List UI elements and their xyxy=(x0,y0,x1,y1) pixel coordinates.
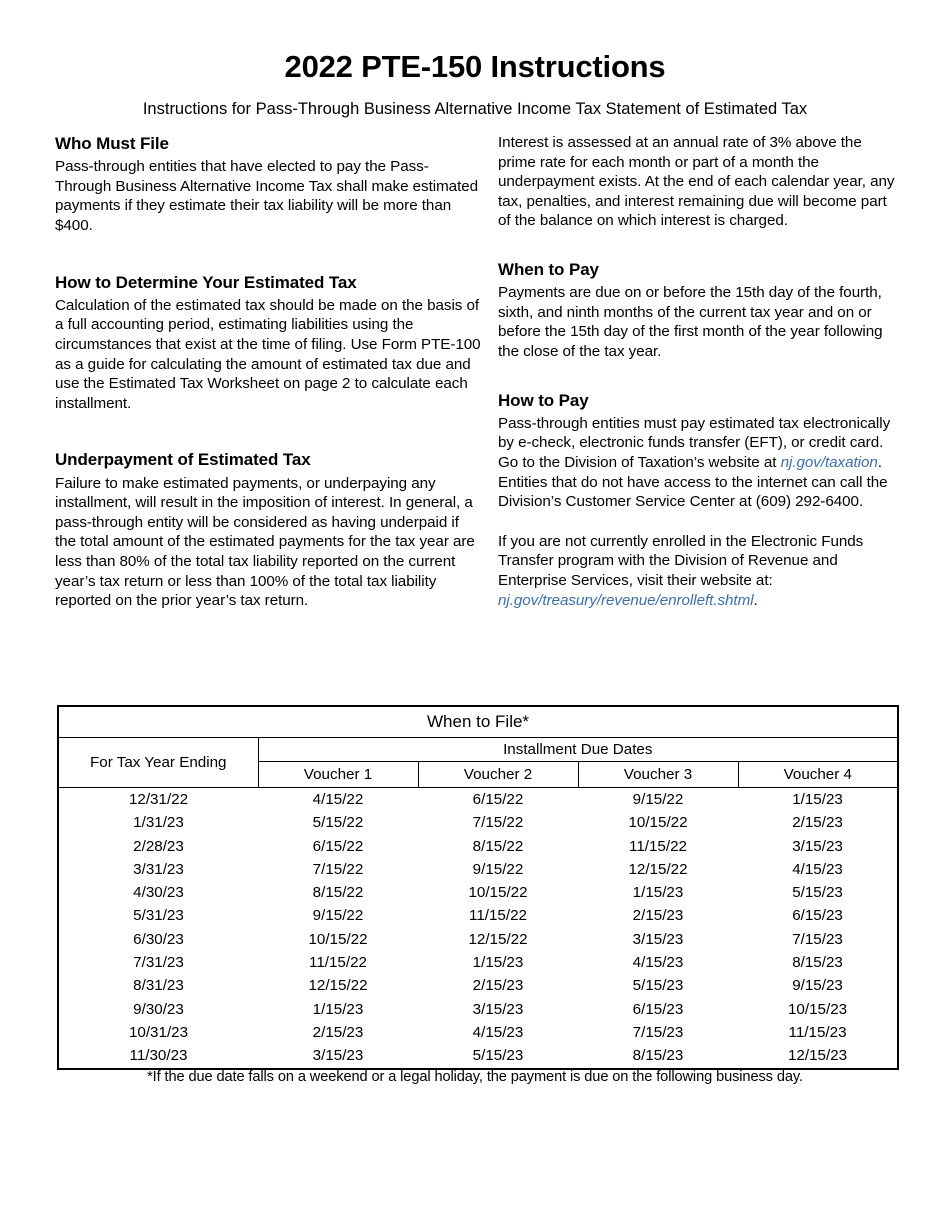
table-row xyxy=(58,835,898,858)
column-header-voucher-4: Voucher 4 xyxy=(738,762,898,788)
cell-tax-year-ending: 11/30/23 xyxy=(129,1047,188,1065)
table-row xyxy=(58,951,898,974)
section-when-to-pay xyxy=(498,259,900,362)
table-row xyxy=(58,904,898,927)
column-group-installment-due-dates: Installment Due Dates xyxy=(258,738,898,762)
heading-how-to-determine: How to Determine Your Estimated Tax xyxy=(55,272,357,292)
cell-voucher-2: 1/15/23 xyxy=(472,954,524,972)
spacer xyxy=(498,362,900,390)
cell-voucher-4: 1/15/23 xyxy=(792,791,843,808)
text-eft-enrollment xyxy=(498,532,900,610)
spacer xyxy=(55,236,484,272)
column-header-voucher-1: Voucher 1 xyxy=(258,762,418,788)
column-header-tax-year-ending: For Tax Year Ending xyxy=(58,738,258,788)
link-nj-gov-enrolleft[interactable]: nj.gov/treasury/revenue/enrolleft.shtml xyxy=(498,591,754,609)
cell-voucher-4: 7/15/23 xyxy=(792,930,843,948)
two-column-body xyxy=(0,133,950,611)
table-row xyxy=(58,788,898,812)
eft-text-part: If you are not currently enrolled in the Electronic Funds Transfer program with the Division of Revenue and Enterprise Services, visit their website at: xyxy=(498,532,864,589)
cell-voucher-3: 9/15/22 xyxy=(632,791,684,808)
table-row xyxy=(58,1021,898,1044)
text-when-to-pay: Payments are due on or before the 15th day of the fourth, sixth, and ninth months of the current tax year and on or before the 15th day of the first month of the year following the close of the tax year. xyxy=(498,284,883,360)
cell-voucher-3: 8/15/23 xyxy=(632,1047,684,1065)
cell-voucher-1: 7/15/22 xyxy=(312,860,364,878)
cell-tax-year-ending: 7/31/23 xyxy=(133,954,184,972)
cell-voucher-3: 4/15/23 xyxy=(632,954,684,972)
cell-tax-year-ending: 1/31/23 xyxy=(133,814,184,832)
heading-when-to-pay: When to Pay xyxy=(498,259,599,279)
cell-tax-year-ending: 12/31/22 xyxy=(128,791,189,808)
link-nj-gov-taxation[interactable]: nj.gov/taxation xyxy=(780,454,878,472)
cell-voucher-2: 3/15/23 xyxy=(472,1000,524,1018)
cell-voucher-2: 4/15/23 xyxy=(472,1023,524,1041)
right-column xyxy=(498,133,950,611)
cell-voucher-4: 12/15/23 xyxy=(787,1047,848,1065)
section-underpayment xyxy=(55,449,484,610)
cell-voucher-2: 10/15/22 xyxy=(468,884,528,902)
text-how-to-pay xyxy=(498,414,900,512)
cell-voucher-4: 5/15/23 xyxy=(792,884,843,902)
table-row xyxy=(58,974,898,997)
table-group-header-row xyxy=(58,738,898,762)
cell-tax-year-ending: 5/31/23 xyxy=(133,907,184,925)
cell-voucher-4: 9/15/23 xyxy=(792,977,843,995)
table-row xyxy=(58,928,898,951)
cell-voucher-2: 8/15/22 xyxy=(472,837,524,855)
table-row xyxy=(58,881,898,904)
cell-tax-year-ending: 2/28/23 xyxy=(133,837,184,855)
cell-voucher-2: 9/15/22 xyxy=(472,860,524,878)
cell-voucher-4: 11/15/23 xyxy=(788,1023,847,1041)
cell-voucher-1: 10/15/22 xyxy=(308,930,368,948)
page-title: 2022 PTE-150 Instructions xyxy=(284,49,666,84)
cell-voucher-1: 6/15/22 xyxy=(312,837,364,855)
cell-voucher-2: 5/15/23 xyxy=(472,1047,524,1065)
section-who-must-file xyxy=(55,133,484,236)
cell-voucher-4: 6/15/23 xyxy=(792,907,843,925)
cell-voucher-3: 7/15/23 xyxy=(632,1023,684,1041)
cell-voucher-4: 4/15/23 xyxy=(792,860,843,878)
section-how-to-pay xyxy=(498,390,900,611)
cell-voucher-3: 2/15/23 xyxy=(632,907,684,925)
heading-underpayment: Underpayment of Estimated Tax xyxy=(55,450,311,470)
left-column xyxy=(0,133,498,611)
cell-voucher-2: 11/15/22 xyxy=(469,907,527,925)
how-to-pay-text-part2: . Entities that do not have access to the internet can call the Division’s Customer Service Center at (609) 292-6400. xyxy=(498,454,888,511)
cell-voucher-3: 11/15/22 xyxy=(629,837,687,855)
cell-voucher-1: 5/15/22 xyxy=(312,814,364,832)
section-how-to-determine xyxy=(55,272,484,414)
text-how-to-determine: Calculation of the estimated tax should be made on the basis of a full accounting period, estimating liabilities using the circumstances that exist at the time of filing. Use Form PTE-100 as a guide for calculating the amount of estimated tax due and use the Estimated Tax Worksheet on page 2 to calculate each installment. xyxy=(55,296,481,412)
cell-tax-year-ending: 3/31/23 xyxy=(133,860,184,878)
cell-voucher-3: 5/15/23 xyxy=(632,977,684,995)
when-to-file-table xyxy=(57,705,899,1070)
cell-voucher-4: 3/15/23 xyxy=(792,837,843,855)
table-title: When to File* xyxy=(58,706,898,738)
column-header-voucher-3: Voucher 3 xyxy=(578,762,738,788)
text-who-must-file: Pass-through entities that have elected to pay the Pass-Through Business Alternative Income Tax shall make estimated payments if they estimate their tax liability will be more than $400. xyxy=(55,158,479,235)
cell-voucher-3: 6/15/23 xyxy=(632,1000,684,1018)
cell-tax-year-ending: 9/30/23 xyxy=(133,1000,184,1018)
cell-voucher-1: 2/15/23 xyxy=(312,1023,364,1041)
table-header xyxy=(58,706,898,788)
cell-tax-year-ending: 6/30/23 xyxy=(133,930,184,948)
when-to-file-table-wrapper xyxy=(57,705,897,1070)
table-body xyxy=(58,788,898,1069)
cell-tax-year-ending: 8/31/23 xyxy=(133,977,184,995)
heading-how-to-pay: How to Pay xyxy=(498,390,589,410)
heading-who-must-file: Who Must File xyxy=(55,134,169,153)
spacer xyxy=(498,231,900,259)
table-row xyxy=(58,858,898,881)
text-interest-assessment: Interest is assessed at an annual rate of 3% above the prime rate for each month or part of a month the underpayment exists. At the end of each calendar year, any tax, penalties, and interest remaining due will become part of the balance on which interest is charged. xyxy=(498,134,895,230)
spacer xyxy=(498,512,900,532)
cell-voucher-1: 9/15/22 xyxy=(312,907,364,925)
cell-voucher-2: 7/15/22 xyxy=(472,814,524,832)
page-subtitle: Instructions for Pass-Through Business Alternative Income Tax Statement of Estimated Tax xyxy=(142,100,808,119)
cell-voucher-1: 11/15/22 xyxy=(309,954,367,972)
cell-voucher-4: 8/15/23 xyxy=(792,954,843,972)
table-row xyxy=(58,811,898,834)
cell-voucher-1: 12/15/22 xyxy=(308,977,368,995)
cell-voucher-4: 2/15/23 xyxy=(792,814,843,832)
spacer xyxy=(55,413,484,449)
cell-voucher-3: 12/15/22 xyxy=(628,860,688,878)
cell-voucher-1: 4/15/22 xyxy=(312,791,364,808)
cell-voucher-3: 10/15/22 xyxy=(628,814,688,832)
cell-voucher-1: 8/15/22 xyxy=(312,884,364,902)
cell-voucher-2: 12/15/22 xyxy=(468,930,528,948)
cell-voucher-2: 6/15/22 xyxy=(472,791,524,808)
cell-voucher-4: 10/15/23 xyxy=(787,1000,848,1018)
table-footnote: *If the due date falls on a weekend or a legal holiday, the payment is due on the following business day. xyxy=(147,1069,803,1085)
cell-voucher-3: 3/15/23 xyxy=(632,930,684,948)
cell-voucher-3: 1/15/23 xyxy=(632,884,684,902)
table-row xyxy=(58,998,898,1021)
cell-voucher-2: 2/15/23 xyxy=(472,977,524,995)
cell-voucher-1: 1/15/23 xyxy=(312,1000,364,1018)
table-row xyxy=(58,1044,898,1068)
column-header-voucher-2: Voucher 2 xyxy=(418,762,578,788)
table-title-row xyxy=(58,706,898,738)
cell-tax-year-ending: 4/30/23 xyxy=(133,884,184,902)
cell-voucher-1: 3/15/23 xyxy=(312,1047,364,1065)
text-underpayment: Failure to make estimated payments, or underpaying any installment, will result in the imposition of interest. In general, a pass-through entity will be considered as having underpaid if the total amount of the estimated payments for the tax year are less than 80% of the total tax liability reported on the current year’s tax return or less than 100% of the total tax liability reported on the prior year’s tax return. xyxy=(55,474,475,610)
cell-tax-year-ending: 10/31/23 xyxy=(128,1023,189,1041)
eft-text-period: . xyxy=(753,591,758,609)
how-to-pay-text-part1: Pass-through entities must pay estimated tax electronically by e-check, electronic funds transfer (EFT), or credit card. Go to the Division of Taxation’s website at xyxy=(498,414,891,472)
